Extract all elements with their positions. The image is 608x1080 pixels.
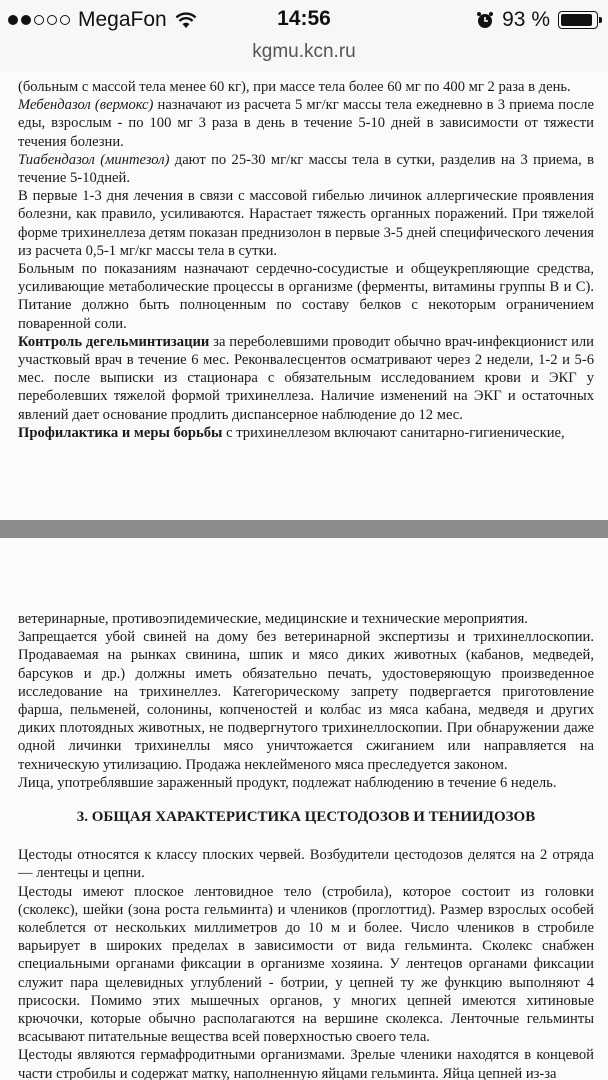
paragraph: Больным по показаниям назначают сердечно-сосудистые и общеукрепляющие средства, усиливающие метаболические процессы в организме (ферменты, витамины группы В и С). Питание должно быть полноценным по составу белков с некоторым ограничением поваренной соли. (18, 261, 594, 332)
section-heading: 3. ОБЩАЯ ХАРАКТЕРИСТИКА ЦЕСТОДОЗОВ И ТЕНИИДОЗОВ (76, 809, 536, 826)
document-page (0, 538, 608, 1080)
section-term: Профилактика и меры борьбы (18, 424, 223, 441)
section-term: Контроль дегельминтизации (18, 333, 210, 350)
paragraph: (больным с массой тела менее 60 кг), при массе тела более 60 мг по 400 мг 2 раза в день. (18, 79, 571, 95)
paragraph: Контроль дегельминтизации за переболевшими проводит обычно врач-инфекционист или участковый врач в течение 6 мес. Реконвалесцентов осматривают через 2 недели, 1-2 и 5-6 мес. после выписки из стационара с обязательным исследованием крови и ЭКГ у переболевших тяжелой формой трихинеллеза. Наличие изменений на ЭКГ и остаточных явлений дает основание продлить диспансерное наблюдение до 12 мес. (18, 333, 594, 423)
paragraph: ветеринарные, противоэпидемические, медицинские и технические мероприятия. (18, 611, 528, 627)
drug-term: Тиабендазол (минтезол) (18, 151, 170, 168)
paragraph: Мебендазол (вермокс) назначают из расчета 5 мг/кг массы тела ежедневно в 3 приема после еды, взрослым - по 100 мг 3 раза в день в течение 5-10 дней в зависимости от тяжести течения болезни. (18, 97, 594, 150)
page-text (18, 78, 594, 442)
url-text: kgmu.kcn.ru (252, 41, 356, 62)
address-bar[interactable] (0, 40, 608, 72)
page-text (18, 610, 594, 1080)
paragraph: Цестоды относятся к классу плоских червей. Возбудители цестодозов делятся на 2 отряда — лентецы и цепни. (18, 847, 594, 882)
carrier-name: MegaFon (78, 8, 167, 31)
status-bar (0, 0, 608, 40)
paragraph: Цестоды имеют плоское лентовидное тело (стробила), которое состоит из головки (сколекс), шейки (зона роста гельминта) и члеников (проглоттид). Размер взрослых особей колеблется от нескольких миллиметров до 10 м и более. Число члеников в стробиле варьирует в широких пределах в зависимости от вида гельминта. Сколекс снабжен специальными органами фиксации в организме хозяина. У лентецов органами фиксации служит пара щелевидных углублений - ботрии, у цепней ту же функцию выполняют 4 присоски. Помимо этих мышечных органов, у многих цепней имеются хитиновые крючочки, которые обычно располагаются на вершине сколекса. Ленточные гельминты всасывают питательные вещества всей поверхностью своего тела. (18, 883, 594, 1046)
clock: 14:56 (277, 7, 331, 30)
battery-percent: 93 % (502, 8, 550, 31)
paragraph: Запрещается убой свиней на дому без ветеринарной экспертизы и трихинеллоскопии. Продаваемая на рынках свинина, шпик и мясо диких животных (кабанов, медведей, барсуков и др.) должны иметь обязательно печать, удостоверяющую произведенное исследование на трихинеллез. Категорическому запрету подвергается приготовление фарша, пельменей, солонины, копченостей и колбас из мяса кабана, медведя и других диких плотоядных животных, не подвергнутого трихинеллоскопии. При обнаружении даже одной личинки трихинеллы мясо уничтожается сжиганием или направляется на техническую утилизацию. Продажа неклейменого мяса преследуется законом. (18, 629, 594, 773)
alarm-icon (476, 11, 494, 29)
paragraph: Лица, употреблявшие зараженный продукт, подлежат наблюдению в течение 6 недель. (18, 774, 557, 791)
paragraph: В первые 1-3 дня лечения в связи с массовой гибелью личинок аллергические проявления болезни, как правило, усиливаются. Нарастает тяжесть органных поражений. При тяжелой форме трихинеллеза детям показан преднизолон в первые 3-5 дней специфического лечения из расчета 0,5-1 мг/кг массы тела в сутки. (18, 188, 594, 259)
battery-icon (558, 11, 598, 29)
drug-term: Мебендазол (вермокс) (18, 97, 154, 114)
paragraph: Профилактика и меры борьбы с трихинеллезом включают санитарно-гигиенические, (18, 424, 565, 441)
document-page (0, 72, 608, 520)
page-separator (0, 520, 608, 538)
paragraph: Цестоды являются гермафродитными организмами. Зрелые членики находятся в концевой части стробилы и содержат матку, наполненную яйцами гельминта. Яйца цепней из-за (18, 1047, 594, 1080)
paragraph: Тиабендазол (минтезол) дают по 25-30 мг/кг массы тела в сутки, разделив на 3 приема, в течение 5-10дней. (18, 151, 594, 187)
